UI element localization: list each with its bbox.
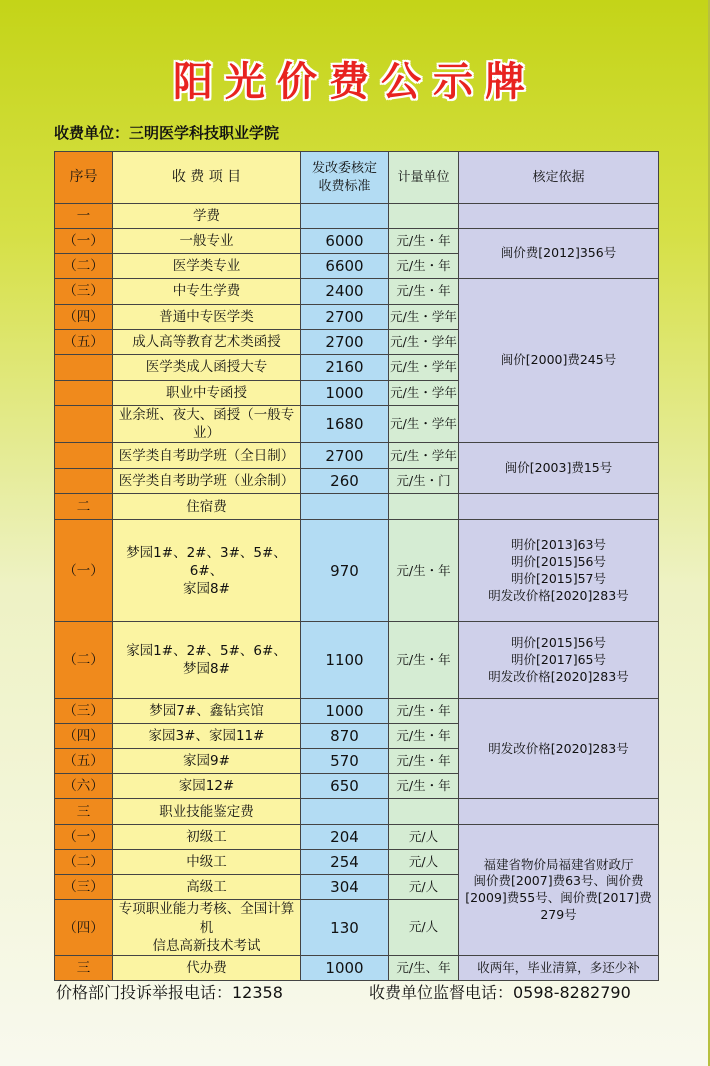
row-unit: 元/生・年	[389, 520, 459, 622]
row-item: 普通中专医学类	[113, 305, 301, 330]
table-row	[55, 799, 659, 825]
row-basis: 闽价[2000]费245号	[459, 279, 659, 443]
row-basis	[459, 799, 659, 825]
row-item: 专项职业能力考核、全国计算机 信息高新技术考试	[113, 900, 301, 956]
row-item: 医学类成人函授大专	[113, 355, 301, 381]
row-item: 医学类自考助学班（全日制）	[113, 443, 301, 469]
row-item: 业余班、夜大、函授（一般专业）	[113, 406, 301, 443]
row-seq: 一	[55, 204, 113, 229]
row-seq: （二）	[55, 254, 113, 279]
table-row	[55, 825, 659, 850]
row-seq: （五）	[55, 330, 113, 355]
row-standard: 2700	[301, 305, 389, 330]
row-seq: （四）	[55, 900, 113, 956]
table-row	[55, 494, 659, 520]
header-unit: 计量单位	[389, 152, 459, 204]
row-seq: 三	[55, 799, 113, 825]
row-unit: 元/生・年	[389, 774, 459, 799]
row-unit: 元/生・年	[389, 724, 459, 749]
row-basis: 收两年，毕业清算，多还少补	[459, 956, 659, 981]
row-standard	[301, 494, 389, 520]
row-unit: 元/生・年	[389, 622, 459, 699]
row-item: 住宿费	[113, 494, 301, 520]
row-seq	[55, 381, 113, 406]
row-item: 医学类专业	[113, 254, 301, 279]
row-seq: （一）	[55, 825, 113, 850]
charging-unit: 收费单位：三明医学科技职业学院	[54, 124, 280, 142]
row-standard: 2400	[301, 279, 389, 305]
row-item: 一般专业	[113, 229, 301, 254]
row-item: 中专生学费	[113, 279, 301, 305]
poster-title: 阳光价费公示牌	[173, 59, 537, 105]
row-standard: 1000	[301, 956, 389, 981]
row-unit: 元/生・学年	[389, 406, 459, 443]
row-item: 家园12#	[113, 774, 301, 799]
row-standard: 970	[301, 520, 389, 622]
row-standard: 870	[301, 724, 389, 749]
row-seq: （一）	[55, 520, 113, 622]
row-basis	[459, 494, 659, 520]
row-standard: 570	[301, 749, 389, 774]
row-item: 梦园1#、2#、3#、5#、6#、 家园8#	[113, 520, 301, 622]
row-standard: 304	[301, 875, 389, 900]
row-standard: 6600	[301, 254, 389, 279]
row-unit: 元/生、年	[389, 956, 459, 981]
row-unit: 元/生・年	[389, 254, 459, 279]
row-unit: 元/生・门	[389, 469, 459, 494]
table-row	[55, 229, 659, 254]
row-unit: 元/生・学年	[389, 355, 459, 381]
row-unit: 元/生・学年	[389, 330, 459, 355]
table-row	[55, 520, 659, 622]
row-standard: 1000	[301, 699, 389, 724]
row-unit: 元/生・年	[389, 279, 459, 305]
header-item: 收 费 项 目	[113, 152, 301, 204]
row-seq: （三）	[55, 875, 113, 900]
row-item: 家园1#、2#、5#、6#、 梦园8#	[113, 622, 301, 699]
row-basis: 闽价费[2012]356号	[459, 229, 659, 279]
row-unit: 元/人	[389, 850, 459, 875]
row-standard: 2160	[301, 355, 389, 381]
row-basis: 明价[2015]56号 明价[2017]65号 明发改价格[2020]283号	[459, 622, 659, 699]
table-header-row	[55, 152, 659, 204]
row-unit: 元/人	[389, 825, 459, 850]
header-seq: 序号	[55, 152, 113, 204]
row-unit: 元/生・学年	[389, 305, 459, 330]
row-standard: 1680	[301, 406, 389, 443]
row-item: 梦园7#、鑫钻宾馆	[113, 699, 301, 724]
row-item: 职业技能鉴定费	[113, 799, 301, 825]
row-seq	[55, 469, 113, 494]
row-item: 职业中专函授	[113, 381, 301, 406]
row-standard: 204	[301, 825, 389, 850]
table-row	[55, 699, 659, 724]
row-standard: 254	[301, 850, 389, 875]
row-unit: 元/生・年	[389, 699, 459, 724]
row-standard: 1000	[301, 381, 389, 406]
row-seq	[55, 406, 113, 443]
row-seq: （二）	[55, 622, 113, 699]
row-unit	[389, 204, 459, 229]
row-unit: 元/人	[389, 875, 459, 900]
row-basis: 闽价[2003]费15号	[459, 443, 659, 494]
row-seq: 二	[55, 494, 113, 520]
row-standard: 260	[301, 469, 389, 494]
row-unit	[389, 799, 459, 825]
row-seq: （二）	[55, 850, 113, 875]
row-unit: 元/生・学年	[389, 381, 459, 406]
row-seq: （四）	[55, 724, 113, 749]
row-seq: （一）	[55, 229, 113, 254]
row-seq: （四）	[55, 305, 113, 330]
row-unit: 元/生・学年	[389, 443, 459, 469]
table-row	[55, 443, 659, 469]
table-row	[55, 956, 659, 981]
row-seq: （五）	[55, 749, 113, 774]
table-row	[55, 204, 659, 229]
row-item: 家园3#、家园11#	[113, 724, 301, 749]
row-unit	[389, 494, 459, 520]
row-seq	[55, 355, 113, 381]
row-item: 高级工	[113, 875, 301, 900]
row-seq: （三）	[55, 279, 113, 305]
row-basis: 明价[2013]63号 明价[2015]56号 明价[2015]57号 明发改价格[2020]283号	[459, 520, 659, 622]
row-standard: 6000	[301, 229, 389, 254]
row-item: 初级工	[113, 825, 301, 850]
row-standard: 2700	[301, 330, 389, 355]
row-standard: 1100	[301, 622, 389, 699]
row-standard: 650	[301, 774, 389, 799]
table-row	[55, 279, 659, 305]
row-seq	[55, 443, 113, 469]
row-unit: 元/人	[389, 900, 459, 956]
row-basis	[459, 204, 659, 229]
row-seq: 三	[55, 956, 113, 981]
row-item: 医学类自考助学班（业余制）	[113, 469, 301, 494]
row-seq: （三）	[55, 699, 113, 724]
header-basis: 核定依据	[459, 152, 659, 204]
supervise-phone: 收费单位监督电话：0598-8282790	[369, 983, 631, 1002]
row-standard: 130	[301, 900, 389, 956]
row-basis: 福建省物价局福建省财政厅 闽价费[2007]费63号、闽价费 [2009]费55号、闽价费[2017]费279号	[459, 825, 659, 956]
row-standard	[301, 204, 389, 229]
header-std: 发改委核定 收费标准	[301, 152, 389, 204]
table-row	[55, 622, 659, 699]
row-item: 学费	[113, 204, 301, 229]
row-seq: （六）	[55, 774, 113, 799]
complaint-phone: 价格部门投诉举报电话：12358	[56, 983, 283, 1002]
row-item: 代办费	[113, 956, 301, 981]
row-standard	[301, 799, 389, 825]
row-standard: 2700	[301, 443, 389, 469]
row-basis: 明发改价格[2020]283号	[459, 699, 659, 799]
row-unit: 元/生・年	[389, 229, 459, 254]
row-unit: 元/生・年	[389, 749, 459, 774]
fee-table	[54, 151, 659, 981]
row-item: 中级工	[113, 850, 301, 875]
row-item: 家园9#	[113, 749, 301, 774]
row-item: 成人高等教育艺术类函授	[113, 330, 301, 355]
